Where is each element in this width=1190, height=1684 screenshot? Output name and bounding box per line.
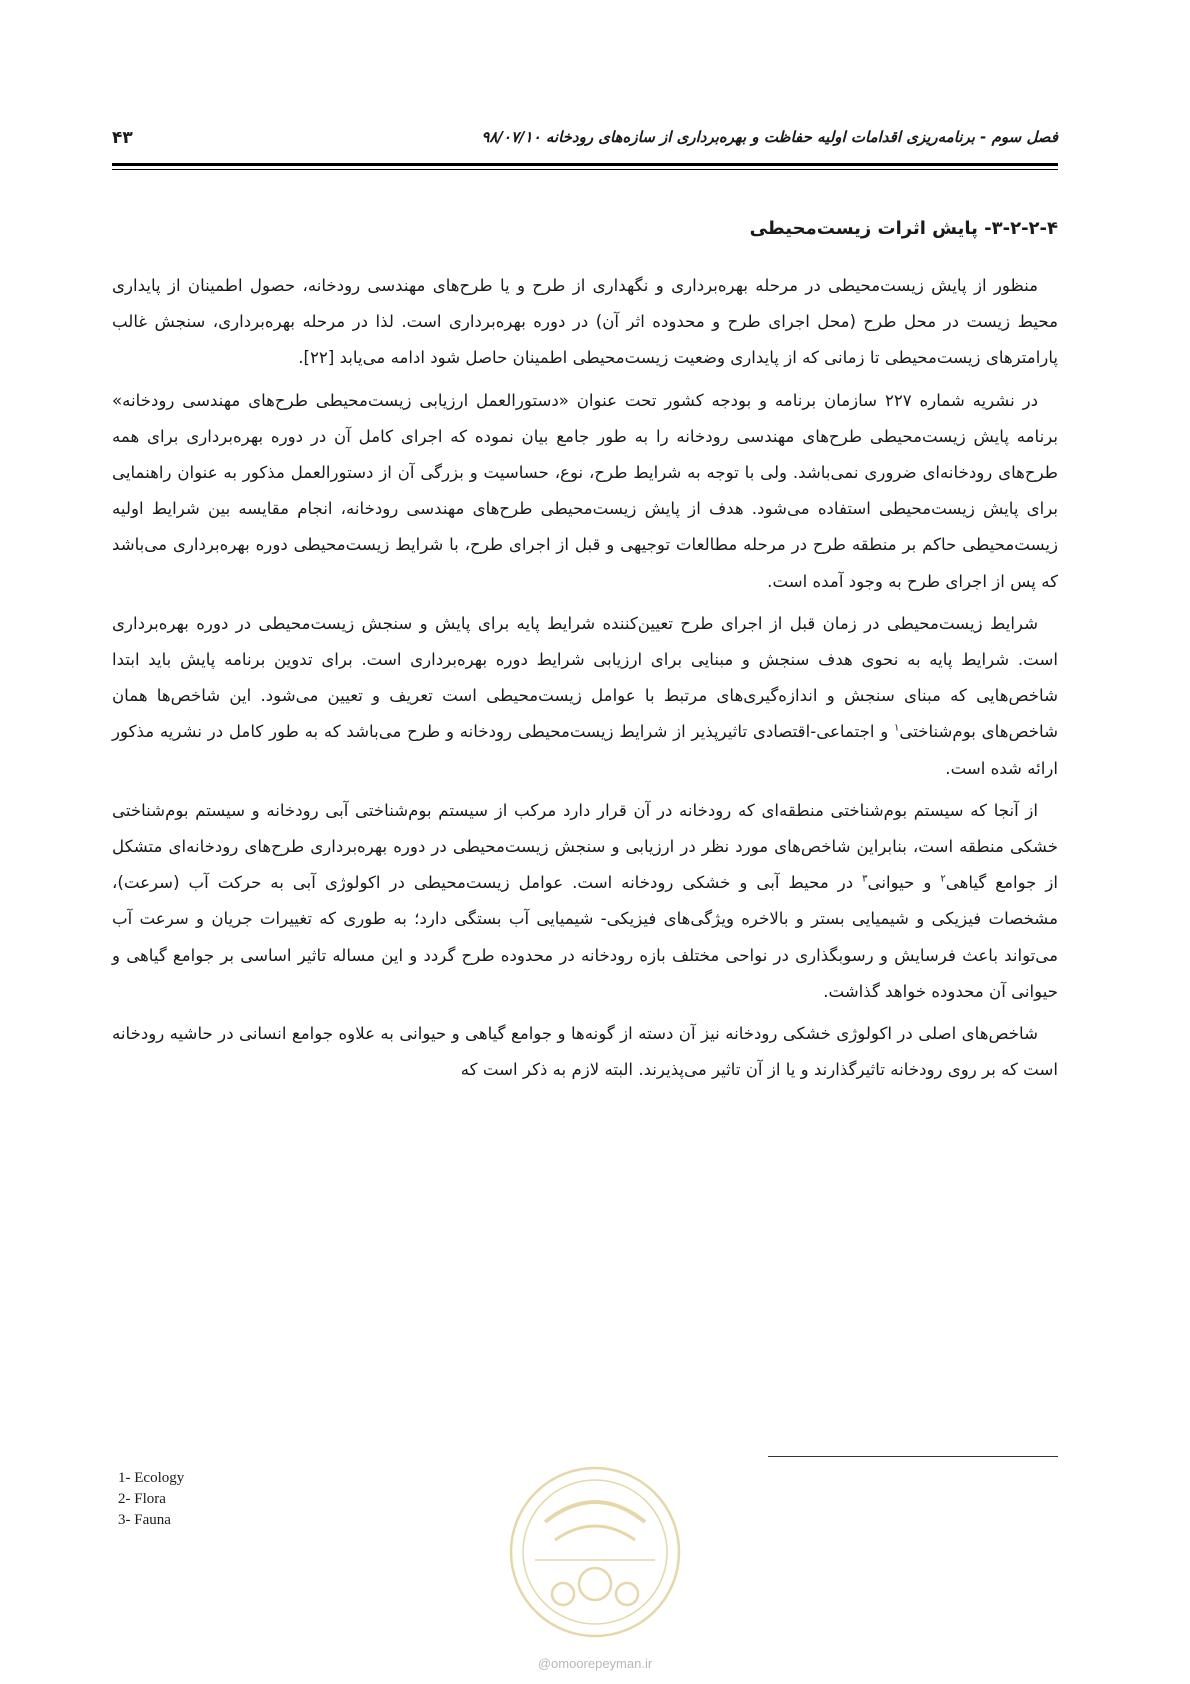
paragraph-3-text-a: شرایط زیست‌محیطی در زمان قبل از اجرای طرح تعیین‌کننده شرایط پایه برای پایش و سنجش زیست‌محیطی در دوره بهره‌برداری است. شرایط پایه به نحوی هدف سنجش و مبنایی برای ارزیابی شرایط دوره بهره‌برداری است. برای تدوین برنامه پایش باید ابتدا شاخص‌هایی که مبنای سنجش و اندازه‌گیری‌های مرتبط با عوامل زیست‌محیطی است تعریف و تعیین می‌شود. این شاخص‌ها همان شاخص‌های بوم‌شناختی (112, 613, 1058, 742)
footnote-ref-1: ۱ (893, 722, 900, 734)
header-title: فصل سوم - برنامه‌ریزی اقدامات اولیه حفاظت و بهره‌برداری از سازه‌های رودخانه ۹۸/۰۷/۱۰ (481, 128, 1058, 146)
footnotes (118, 1468, 184, 1531)
paragraph-4-text-c: در محیط آبی و خشکی رودخانه است. عوامل زیست‌محیطی در اکولوژی آبی به حرکت آب (سرعت)، مشخصات فیزیکی و شیمیایی بستر و بالاخره ویژگی‌های فیزیکی- شیمیایی آب بستگی دارد؛ به طوری که تغییرات جریان و سرعت آب می‌تواند باعث فرسایش و رسوبگذاری در نواحی مختلف بازه رودخانه در محدوده طرح گردد و این مساله تاثیر اساسی بر جوامع گیاهی و حیوانی آن محدوده خواهد گذاشت. (112, 873, 1058, 1001)
page-number: ۴۳ (112, 128, 133, 148)
footnote-rule (768, 1456, 1058, 1457)
paragraph-4-text-a: از آنجا که سیستم بوم‌شناختی منطقه‌ای که رودخانه در آن قرار دارد مرکب از سیستم بوم‌شناختی آبی رودخانه و سیستم بوم‌شناختی خشکی منطقه است، بنابراین شاخص‌های مورد نظر در ارزیابی و سنجش زیست‌محیطی در دوره بهره‌برداری طرح‌های رودخانه‌ای متشکل از جوامع گیاهی (112, 800, 1058, 893)
footnote-ref-2: ۲ (940, 873, 946, 885)
body-text (112, 268, 1058, 1094)
section-heading: ۳-۲-۲-۴- پایش اثرات زیست‌محیطی (749, 218, 1058, 239)
watermark-url: @omoorepeyman.ir (537, 1656, 653, 1671)
running-header (112, 128, 1058, 156)
paragraph-3 (112, 606, 1058, 787)
paragraph-1: منظور از پایش زیست‌محیطی در مرحله بهره‌برداری و نگهداری از طرح و یا طرح‌های مهندسی رودخانه، حصول اطمینان از پایداری محیط زیست در محل طرح (محل اجرای طرح و محدوده اثر آن) در دوره بهره‌برداری است. لذا در مرحله بهره‌برداری، سنجش غالب پارامترهای زیست‌محیطی تا زمانی که از پایداری وضعیت زیست‌محیطی اطمینان حاصل شود ادامه می‌یابد [۲۲]. (112, 276, 1058, 368)
footnote-ref-3: ۳ (862, 873, 868, 885)
footnote-2: 2- Flora (118, 1491, 166, 1507)
header-rule (112, 163, 1058, 170)
paragraph-4 (112, 793, 1058, 1010)
footnote-1: 1- Ecology (118, 1470, 185, 1486)
watermark-seal-icon (505, 1462, 685, 1642)
paragraph-2: در نشریه شماره ۲۲۷ سازمان برنامه و بودجه کشور تحت عنوان «دستورالعمل ارزیابی زیست‌محیطی طرح‌های مهندسی رودخانه» برنامه پایش زیست‌محیطی طرح‌های مهندسی رودخانه را به طور جامع بیان نموده که اجرای کامل آن در دوره بهره‌برداری برای همه طرح‌های رودخانه‌ای ضروری نمی‌باشد. ولی با توجه به شرایط طرح، نوع، حساسیت و بزرگی آن از دستورالعمل مذکور به عنوان راهنمایی برای پایش زیست‌محیطی استفاده می‌شود. هدف از پایش زیست‌محیطی طرح‌های مهندسی رودخانه، انجام مقایسه بین شرایط اولیه زیست‌محیطی حاکم بر منطقه طرح در مرحله مطالعات توجیهی و قبل از اجرای طرح، با شرایط زیست‌محیطی دوره بهره‌برداری می‌باشد که پس از اجرای طرح به وجود آمده است. (112, 390, 1058, 591)
paragraph-3-text-b: و اجتماعی-اقتصادی تاثیرپذیر از شرایط زیست‌محیطی رودخانه و طرح می‌باشد که به طور کامل در نشریه مذکور ارائه شده است. (112, 722, 1058, 778)
paragraph-4-text-b: و حیوانی (867, 873, 941, 893)
paragraph-5: شاخص‌های اصلی در اکولوژی خشکی رودخانه نیز آن دسته از گونه‌ها و جوامع گیاهی و حیوانی به علاوه جوامع انسانی در حاشیه رودخانه است که بر روی رودخانه تاثیرگذارند و یا از آن تاثیر می‌پذیرند. البته لازم به ذکر است که (112, 1024, 1058, 1080)
footnote-3: 3- Fauna (118, 1512, 171, 1528)
